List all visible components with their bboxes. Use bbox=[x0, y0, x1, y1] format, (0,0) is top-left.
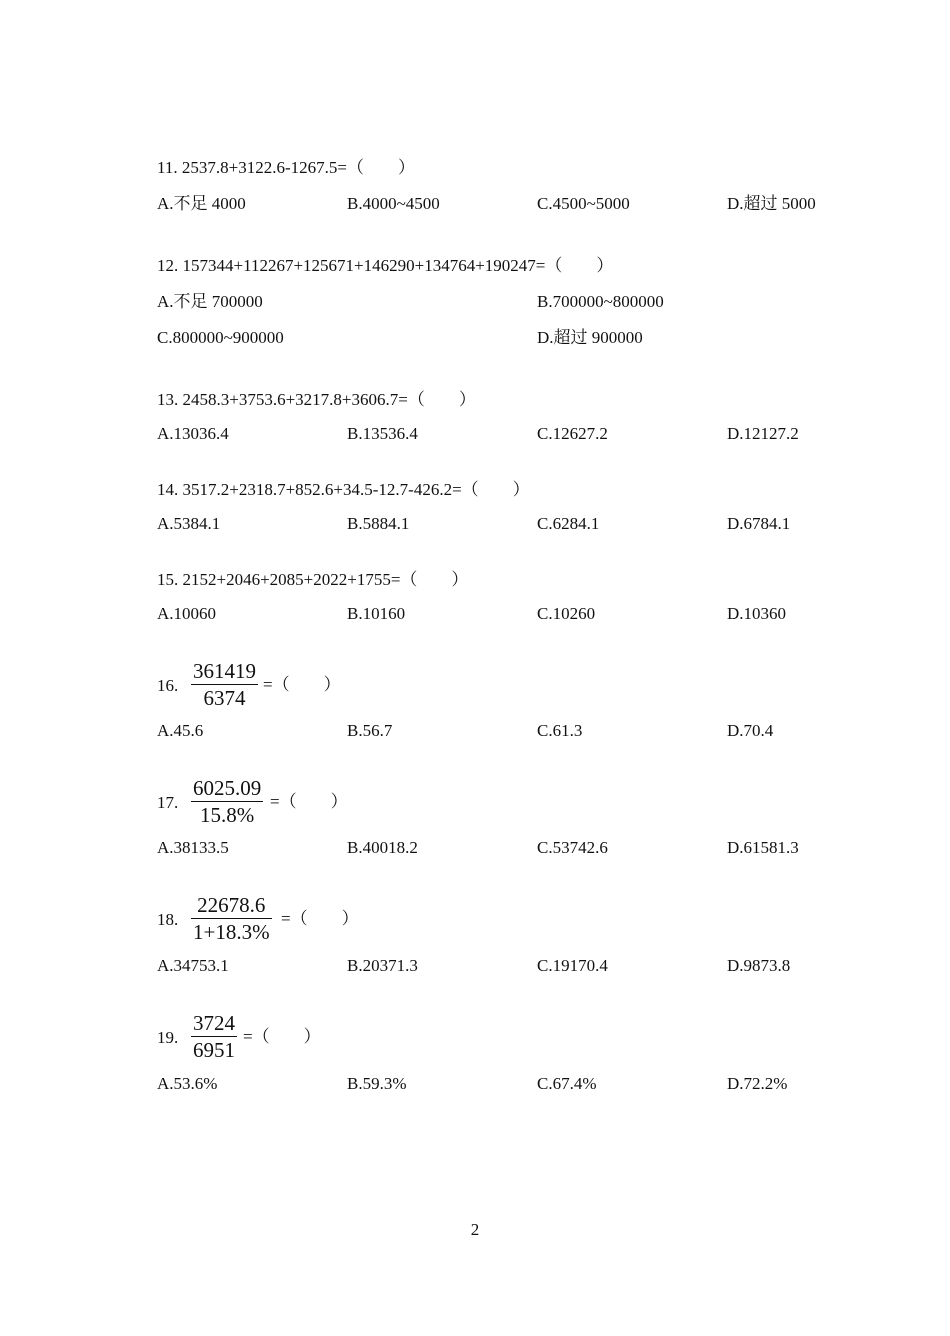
question-17-fraction bbox=[191, 775, 263, 828]
question-17-option-c[interactable]: C.53742.6 bbox=[537, 838, 608, 857]
question-15-stem: 15. 2152+2046+2085+2022+1755=（ ） bbox=[157, 570, 469, 589]
question-12-option-c[interactable]: C.800000~900000 bbox=[157, 328, 284, 347]
question-16-fraction bbox=[191, 658, 258, 711]
question-19-number: 19. bbox=[157, 1028, 179, 1047]
question-18-blank: =（ ） bbox=[281, 909, 359, 928]
question-15-option-b[interactable]: B.10160 bbox=[347, 604, 406, 623]
question-13-option-d[interactable]: D.12127.2 bbox=[727, 424, 799, 443]
question-18-option-a[interactable]: A.34753.1 bbox=[157, 956, 229, 975]
question-14-option-c[interactable]: C.6284.1 bbox=[537, 514, 600, 533]
question-13-stem: 13. 2458.3+3753.6+3217.8+3606.7=（ ） bbox=[157, 390, 476, 409]
question-13-option-a[interactable]: A.13036.4 bbox=[157, 424, 229, 443]
question-12-option-a[interactable]: A.不足 700000 bbox=[157, 292, 263, 311]
question-11-option-a[interactable]: A.不足 4000 bbox=[157, 194, 246, 213]
question-19-option-d[interactable]: D.72.2% bbox=[727, 1074, 788, 1093]
question-18-number: 18. bbox=[157, 910, 179, 929]
question-17-option-a[interactable]: A.38133.5 bbox=[157, 838, 229, 857]
question-15-option-c[interactable]: C.10260 bbox=[537, 604, 596, 623]
question-19-blank: =（ ） bbox=[243, 1027, 321, 1046]
question-11-option-d[interactable]: D.超过 5000 bbox=[727, 194, 816, 213]
question-19-option-b[interactable]: B.59.3% bbox=[347, 1074, 407, 1093]
page-number: 2 bbox=[470, 1220, 480, 1239]
question-16-option-d[interactable]: D.70.4 bbox=[727, 721, 774, 740]
question-16-option-b[interactable]: B.56.7 bbox=[347, 721, 393, 740]
question-16-option-a[interactable]: A.45.6 bbox=[157, 721, 204, 740]
question-15-option-d[interactable]: D.10360 bbox=[727, 604, 787, 623]
question-14-option-a[interactable]: A.5384.1 bbox=[157, 514, 221, 533]
question-16-blank: =（ ） bbox=[263, 675, 341, 694]
question-19-option-c[interactable]: C.67.4% bbox=[537, 1074, 597, 1093]
question-18-option-c[interactable]: C.19170.4 bbox=[537, 956, 608, 975]
question-18-fraction bbox=[191, 892, 272, 945]
question-18-denominator: 1+18.3% bbox=[193, 920, 270, 944]
question-16-denominator: 6374 bbox=[203, 686, 246, 710]
question-12-option-b[interactable]: B.700000~800000 bbox=[537, 292, 664, 311]
question-12-stem: 12. 157344+112267+125671+146290+134764+190247=（ ） bbox=[157, 256, 614, 275]
question-11-stem: 11. 2537.8+3122.6-1267.5=（ ） bbox=[157, 158, 415, 177]
question-19-numerator: 3724 bbox=[193, 1011, 235, 1035]
question-14-stem: 14. 3517.2+2318.7+852.6+34.5-12.7-426.2=（ ） bbox=[157, 480, 530, 499]
question-13-option-c[interactable]: C.12627.2 bbox=[537, 424, 608, 443]
question-18-numerator: 22678.6 bbox=[197, 893, 266, 917]
question-14-option-b[interactable]: B.5884.1 bbox=[347, 514, 410, 533]
question-17-numerator: 6025.09 bbox=[193, 776, 262, 800]
question-13-option-b[interactable]: B.13536.4 bbox=[347, 424, 418, 443]
question-16-number: 16. bbox=[157, 676, 179, 695]
question-18-option-b[interactable]: B.20371.3 bbox=[347, 956, 418, 975]
question-19-denominator: 6951 bbox=[193, 1038, 235, 1062]
question-14-option-d[interactable]: D.6784.1 bbox=[727, 514, 791, 533]
question-16-numerator: 361419 bbox=[193, 659, 256, 683]
question-17-number: 17. bbox=[157, 793, 179, 812]
question-17-denominator: 15.8% bbox=[200, 803, 255, 827]
question-19-fraction bbox=[191, 1010, 237, 1063]
question-17-blank: =（ ） bbox=[270, 792, 348, 811]
question-11-option-b[interactable]: B.4000~4500 bbox=[347, 194, 440, 213]
question-17-option-d[interactable]: D.61581.3 bbox=[727, 838, 799, 857]
question-18-option-d[interactable]: D.9873.8 bbox=[727, 956, 791, 975]
question-15-option-a[interactable]: A.10060 bbox=[157, 604, 217, 623]
question-12-option-d[interactable]: D.超过 900000 bbox=[537, 328, 643, 347]
question-17-option-b[interactable]: B.40018.2 bbox=[347, 838, 418, 857]
question-16-option-c[interactable]: C.61.3 bbox=[537, 721, 583, 740]
question-11-option-c[interactable]: C.4500~5000 bbox=[537, 194, 630, 213]
question-19-option-a[interactable]: A.53.6% bbox=[157, 1074, 218, 1093]
